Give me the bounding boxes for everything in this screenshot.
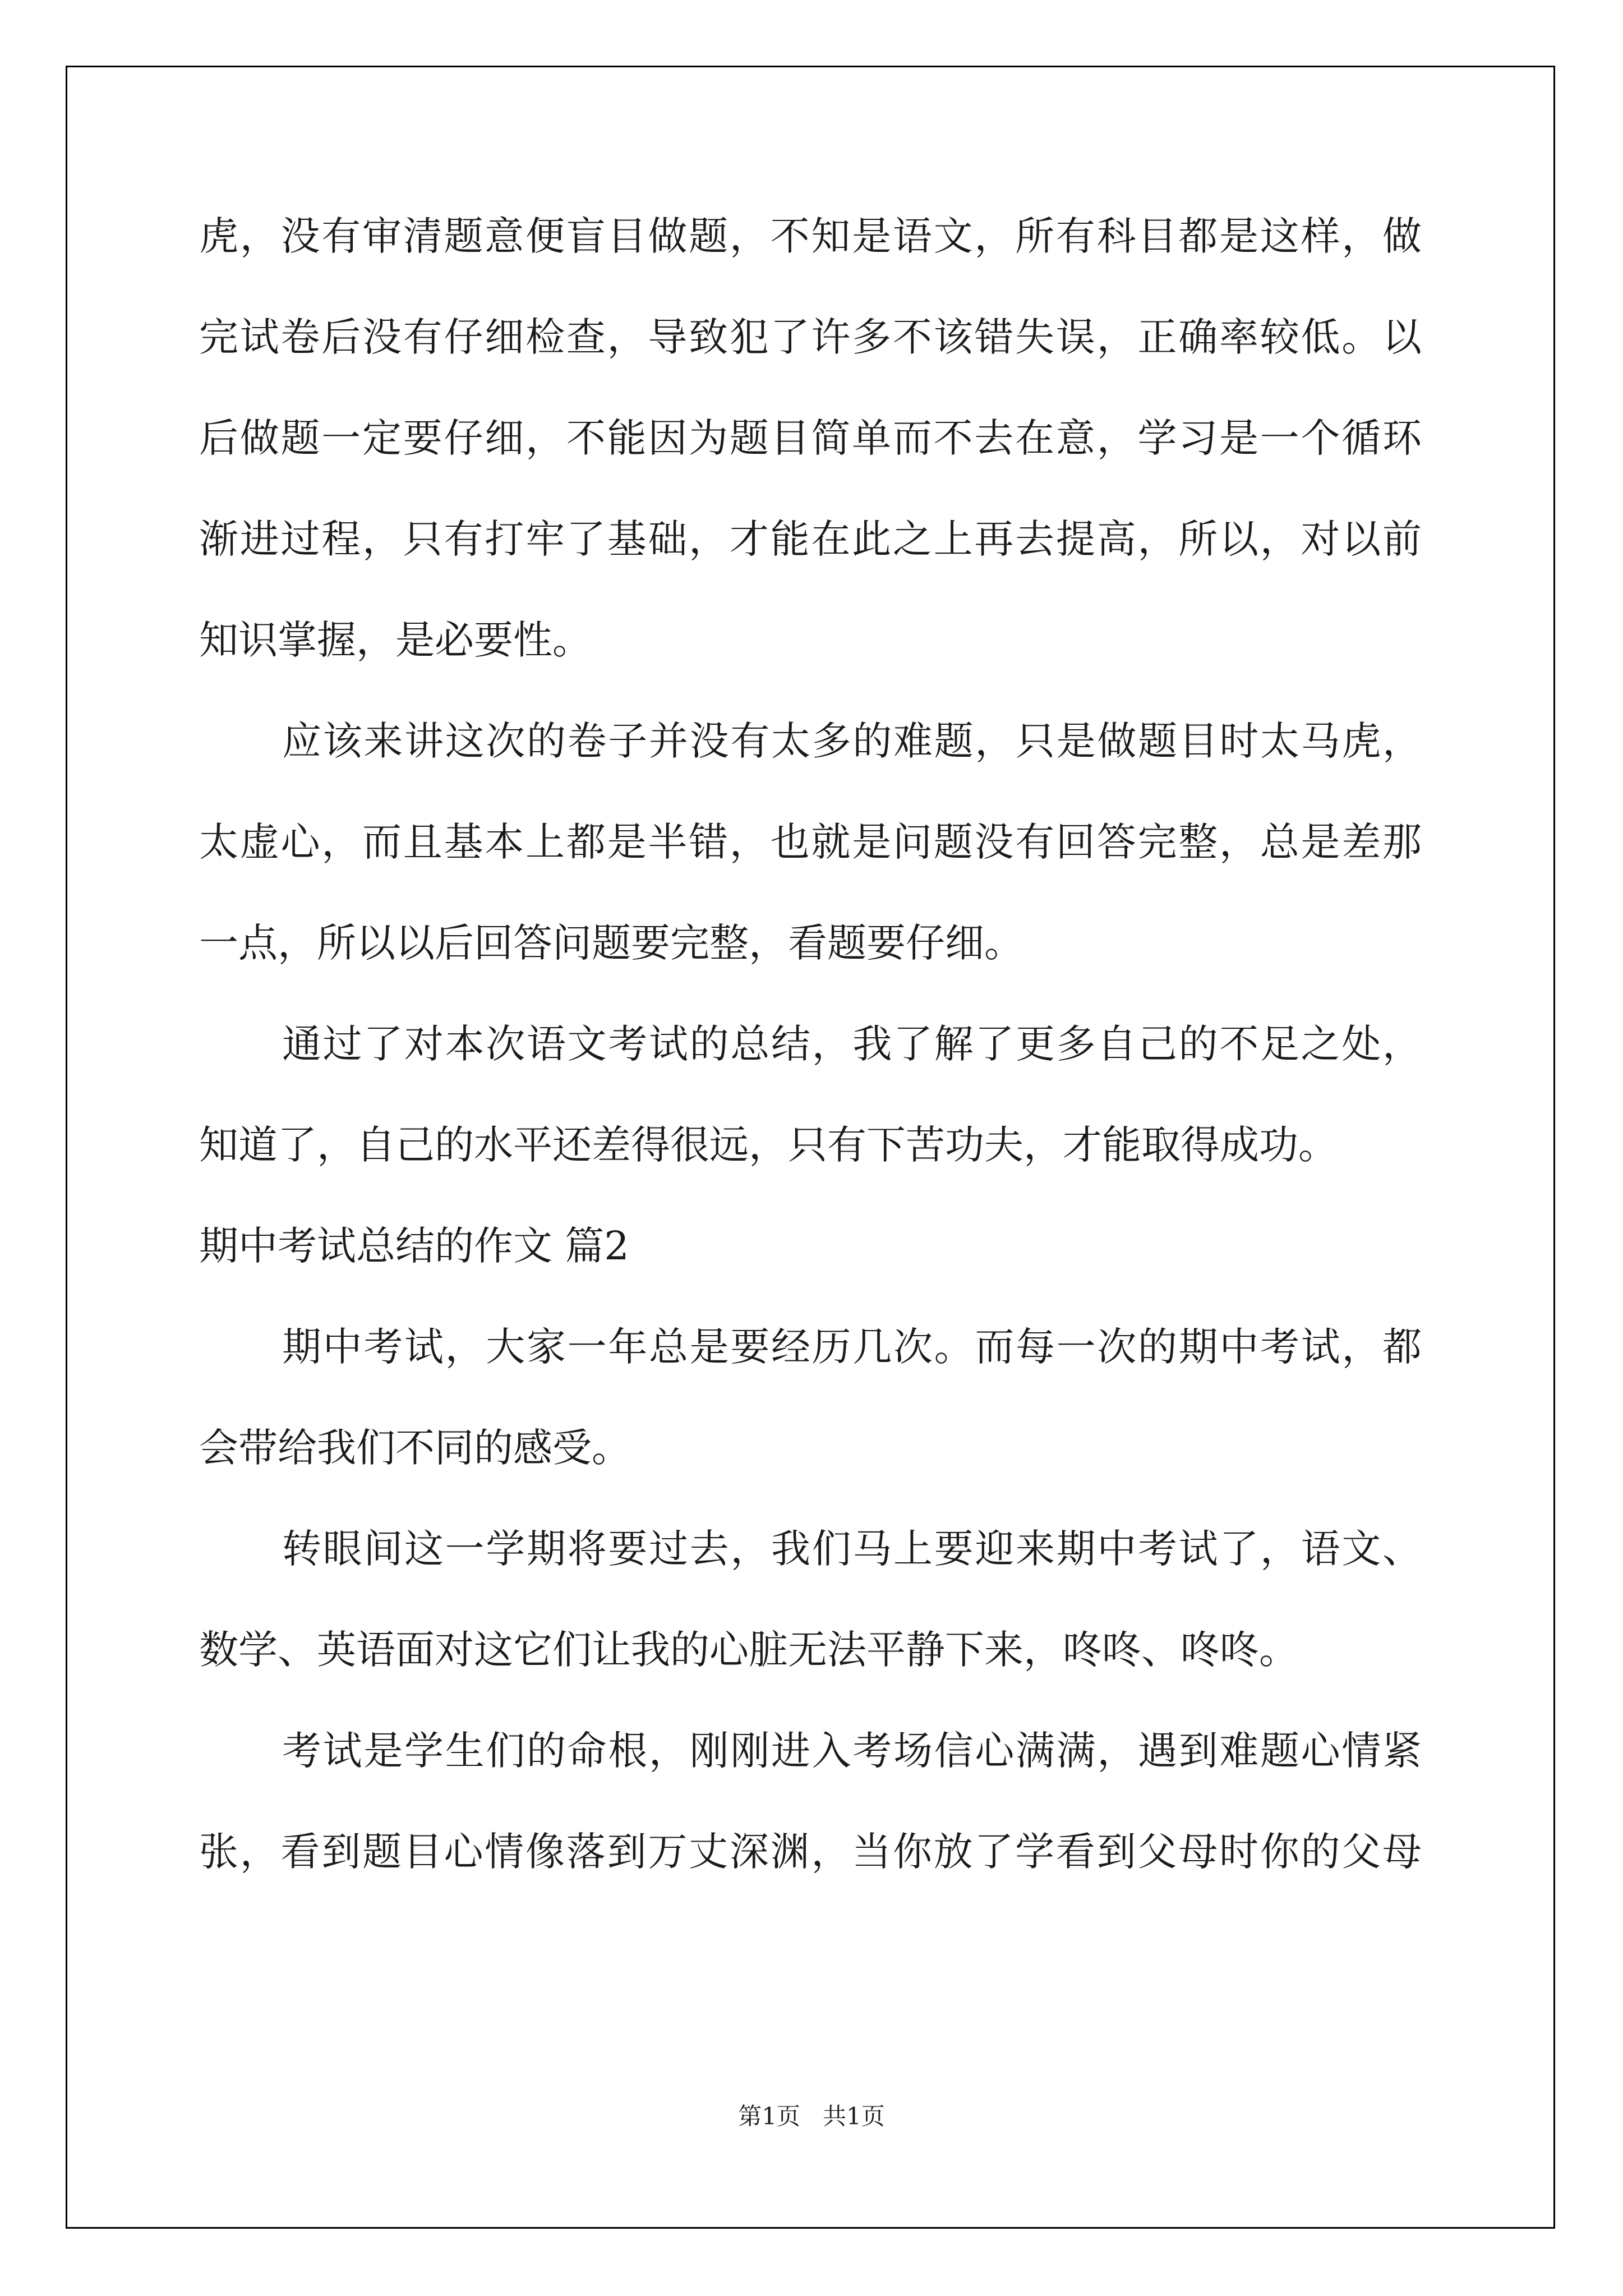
text-line-2: 完试卷后没有仔细检查，导致犯了许多不该错失误，正确率较低。以	[199, 314, 1422, 360]
text-line-3: 后做题一定要仔细，不能因为题目简单而不去在意，学习是一个循环	[199, 415, 1422, 461]
text-line-16: 考试是学生们的命根，刚刚进入考场信心满满，遇到难题心情紧	[282, 1728, 1422, 1774]
text-line-10: 知道了，自己的水平还差得很远，只有下苦功夫，才能取得成功。	[199, 1122, 1338, 1168]
text-line-12: 期中考试，大家一年总是要经历几次。而每一次的期中考试，都	[282, 1324, 1422, 1370]
section-heading: 期中考试总结的作文 篇2	[199, 1223, 629, 1269]
text-line-14: 转眼间这一学期将要过去，我们马上要迎来期中考试了，语文、	[282, 1526, 1422, 1572]
text-line-5: 知识掌握，是必要性。	[199, 617, 592, 663]
text-line-7: 太虚心，而且基本上都是半错，也就是问题没有回答完整，总是差那	[199, 819, 1422, 865]
text-line-1: 虎，没有审清题意便盲目做题，不知是语文，所有科目都是这样，做	[199, 213, 1422, 259]
text-line-8: 一点，所以以后回答问题要完整，看题要仔细。	[199, 920, 1023, 966]
text-line-15: 数学、英语面对这它们让我的心脏无法平静下来，咚咚、咚咚。	[199, 1627, 1298, 1673]
text-line-13: 会带给我们不同的感受。	[199, 1425, 631, 1471]
document-body	[199, 213, 1422, 1933]
page-number-footer: 第1页 共1页	[738, 2102, 885, 2130]
text-line-9: 通过了对本次语文考试的总结，我了解了更多自己的不足之处，	[282, 1021, 1422, 1067]
text-line-6: 应该来讲这次的卷子并没有太多的难题，只是做题目时太马虎，	[282, 718, 1422, 764]
text-line-4: 渐进过程，只有打牢了基础，才能在此之上再去提高，所以，对以前	[199, 516, 1422, 562]
text-line-17: 张，看到题目心情像落到万丈深渊，当你放了学看到父母时你的父母	[199, 1829, 1422, 1875]
